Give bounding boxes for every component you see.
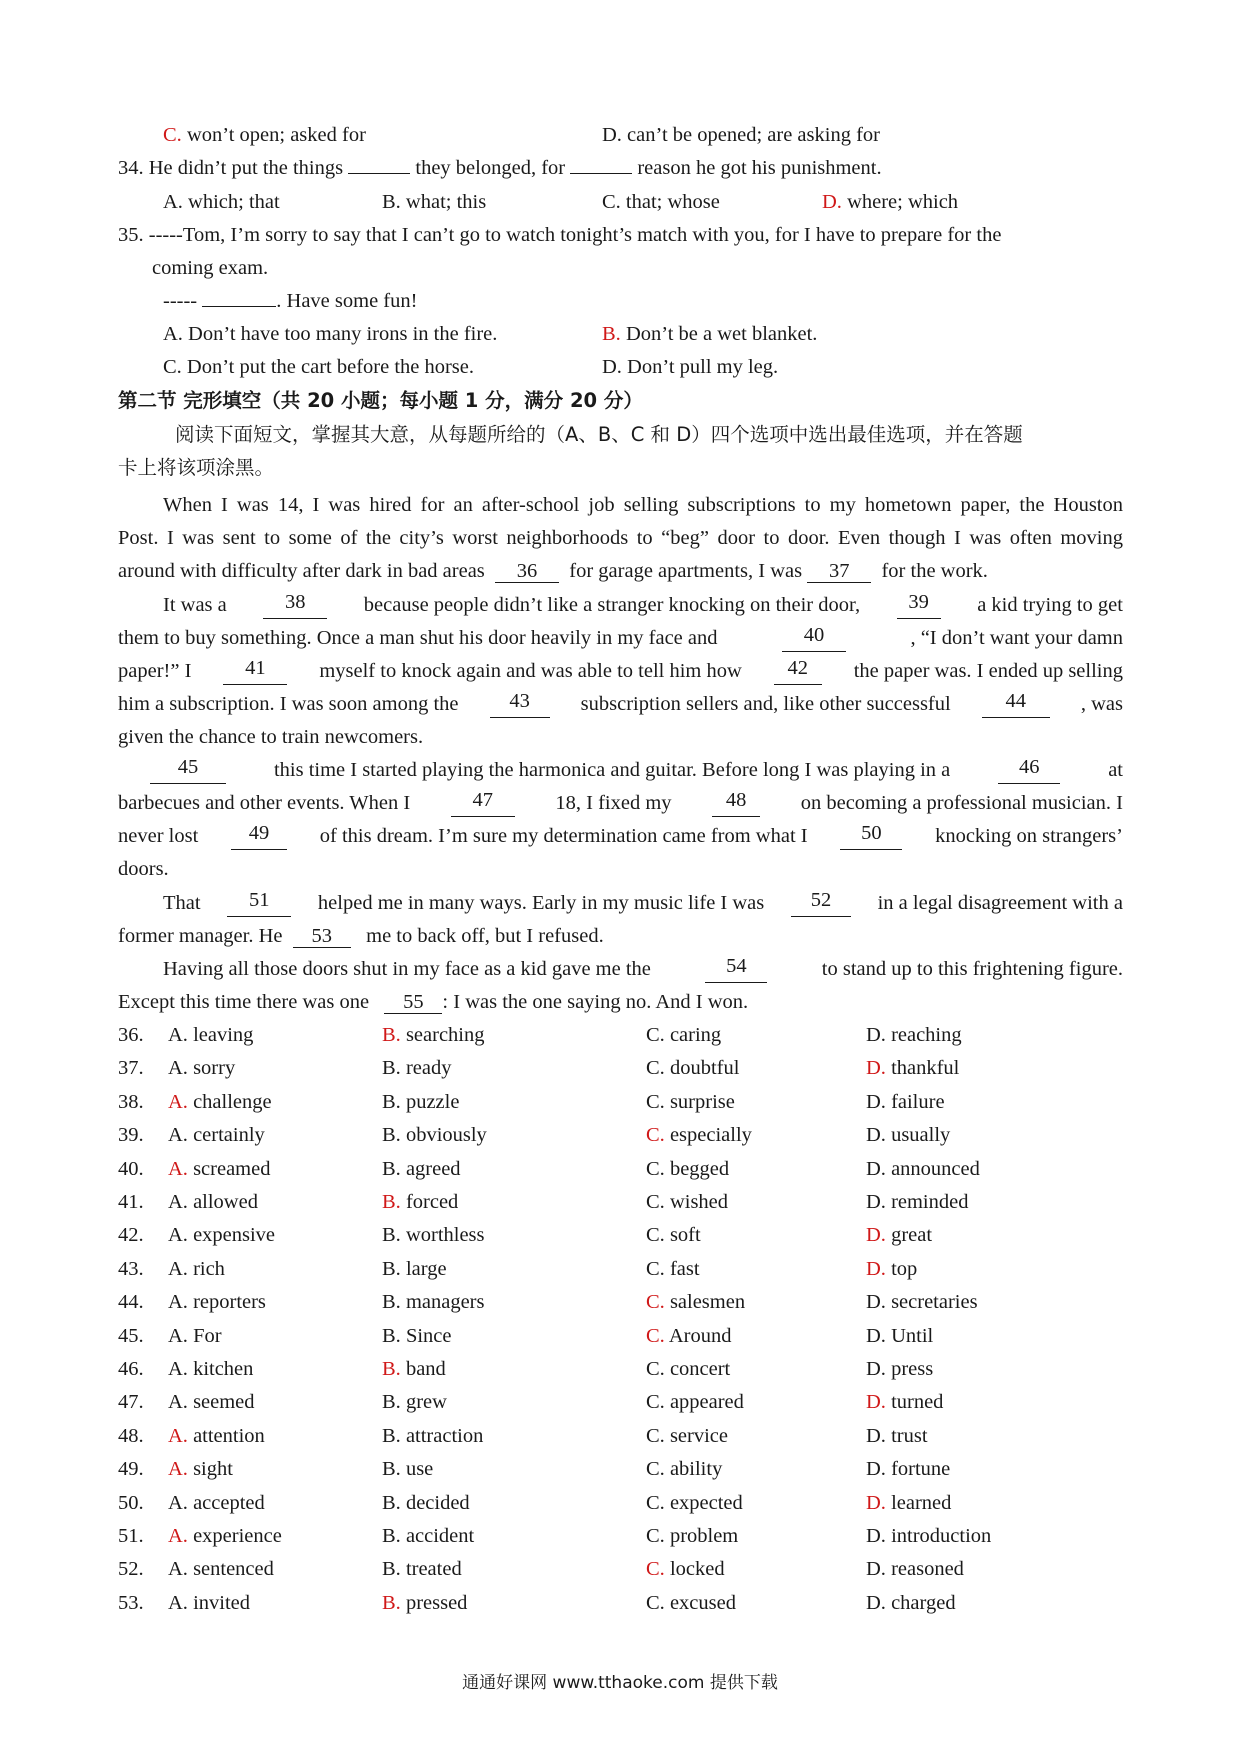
- blank-51: 51: [227, 889, 291, 917]
- option-text: agreed: [405, 1157, 461, 1180]
- option-d: [866, 1355, 933, 1383]
- option-c: [646, 1388, 744, 1416]
- option-letter: D.: [866, 1491, 886, 1514]
- option-b: [382, 1288, 484, 1316]
- q35-option-d: D. Don’t pull my leg.: [602, 356, 779, 378]
- option-d: [866, 1155, 980, 1183]
- option-letter: C.: [646, 1324, 665, 1347]
- option-text: salesmen: [669, 1291, 746, 1314]
- option-text: worthless: [405, 1224, 485, 1247]
- q35-stem-cont: coming exam.: [152, 257, 269, 279]
- option-text: usually: [891, 1124, 951, 1147]
- option-number: 41.: [118, 1191, 144, 1213]
- passage-line: never lost 49 of this dream. I’m sure my determination came from what I 50 knocking on strangers’: [118, 822, 1123, 850]
- option-letter: A.: [168, 1558, 188, 1581]
- section-heading: 第二节 完形填空（共 20 小题；每小题 1 分，满分 20 分）: [118, 389, 643, 412]
- option-text: reporters: [193, 1291, 266, 1314]
- option-letter: A.: [168, 1525, 188, 1547]
- option-letter: D.: [866, 1458, 886, 1481]
- option-text: doubtful: [669, 1057, 740, 1080]
- option-text: puzzle: [405, 1090, 460, 1113]
- blank: [570, 173, 632, 174]
- option-letter: A.: [168, 1591, 188, 1614]
- option-letter: D.: [866, 1391, 886, 1414]
- option-letter: C.: [646, 1257, 665, 1280]
- option-text: managers: [405, 1291, 485, 1314]
- option-letter: A.: [168, 1224, 188, 1247]
- option-b: [382, 1422, 483, 1450]
- option-text: excused: [669, 1591, 736, 1614]
- q35-option-b: B. Don’t be a wet blanket.: [602, 323, 818, 345]
- option-a: [168, 1121, 265, 1149]
- option-text: secretaries: [891, 1291, 978, 1314]
- option-b: [382, 1255, 447, 1283]
- option-d: [866, 1422, 928, 1450]
- option-number: 53.: [118, 1591, 144, 1614]
- option-text: Around: [668, 1324, 732, 1347]
- option-a: [168, 1555, 274, 1583]
- option-text: pressed: [405, 1591, 468, 1614]
- option-letter: A.: [168, 1024, 188, 1046]
- option-number: 43.: [118, 1257, 144, 1280]
- answer-letter: B.: [602, 323, 621, 345]
- option-text: concert: [669, 1358, 731, 1380]
- option-d: [866, 1255, 917, 1283]
- option-letter: B.: [382, 1458, 401, 1481]
- option-a: [168, 1221, 275, 1249]
- option-d: [866, 1589, 956, 1617]
- option-a: [168, 1522, 282, 1550]
- q35-option-c: C. Don’t put the cart before the horse.: [163, 356, 475, 378]
- q34-option-d: D. where; which: [822, 191, 959, 213]
- option-letter: A.: [168, 1191, 188, 1213]
- passage-line: Having all those doors shut in my face as a kid gave me the 54 to stand up to this frightening figure.: [163, 955, 1123, 983]
- blank-47: 47: [451, 789, 515, 817]
- blank-39: 39: [897, 591, 941, 619]
- option-c: [646, 1221, 701, 1249]
- option-number: 45.: [118, 1324, 144, 1347]
- option-text: soft: [669, 1224, 701, 1247]
- option-a: [168, 1355, 253, 1383]
- option-letter: C.: [646, 1491, 665, 1514]
- option-text: fortune: [891, 1458, 951, 1481]
- option-text: large: [405, 1257, 447, 1280]
- q34-option-b: B. what; this: [382, 191, 487, 213]
- option-text: decided: [405, 1491, 470, 1514]
- option-text: use: [405, 1458, 434, 1481]
- option-text: learned: [891, 1491, 952, 1514]
- option-number: 47.: [118, 1391, 144, 1414]
- blank-44: 44: [982, 690, 1050, 718]
- option-text: trust: [891, 1424, 928, 1447]
- option-letter: D.: [866, 1324, 886, 1347]
- option-number: 46.: [118, 1358, 144, 1380]
- option-number: 40.: [118, 1157, 144, 1180]
- passage-line: him a subscription. I was soon among the 43 subscription sellers and, like other successful 44 , was: [118, 690, 1123, 718]
- blank-55: 55: [384, 991, 442, 1014]
- option-b: [382, 1121, 487, 1149]
- option-letter: A.: [168, 1057, 188, 1080]
- q33-option-c: C. won’t open; asked for: [163, 124, 366, 146]
- option-b: [382, 1388, 447, 1416]
- option-text: challenge: [193, 1090, 272, 1113]
- option-letter: B.: [382, 1157, 401, 1180]
- option-text: service: [669, 1424, 728, 1447]
- option-text: invited: [193, 1591, 250, 1614]
- option-number: 51.: [118, 1525, 144, 1547]
- option-c: [646, 1522, 738, 1550]
- option-d: [866, 1021, 962, 1049]
- q34-option-a: A. which; that: [163, 191, 280, 213]
- option-text: certainly: [193, 1124, 265, 1147]
- option-b: [382, 1322, 451, 1350]
- option-c: [646, 1422, 728, 1450]
- option-text: surprise: [669, 1090, 735, 1113]
- option-a: [168, 1589, 250, 1617]
- option-letter: C.: [646, 1057, 665, 1080]
- option-number: 37.: [118, 1057, 144, 1080]
- option-text: leaving: [193, 1024, 254, 1046]
- blank-40: 40: [782, 624, 846, 652]
- option-d: [866, 1522, 991, 1550]
- option-c: [646, 1188, 728, 1216]
- section-instructions: 阅读下面短文，掌握其大意，从每题所给的（A、B、C 和 D）四个选项中选出最佳选项，并在答题: [175, 423, 1023, 446]
- option-a: [168, 1422, 265, 1450]
- blank-38: 38: [263, 591, 327, 619]
- option-b: [382, 1088, 459, 1116]
- option-letter: A.: [168, 1324, 188, 1347]
- option-a: [168, 1054, 235, 1082]
- option-letter: A.: [168, 1124, 188, 1147]
- option-text: obviously: [405, 1124, 487, 1147]
- option-c: [646, 1322, 731, 1350]
- option-letter: A.: [168, 1090, 188, 1113]
- section-instructions-cont: 卡上将该项涂黑。: [118, 456, 275, 479]
- option-text: failure: [891, 1090, 945, 1113]
- passage-line: them to buy something. Once a man shut his door heavily in my face and 40 , “I don’t want your damn: [118, 624, 1123, 652]
- option-letter: B.: [382, 1291, 401, 1314]
- answer-letter: C.: [163, 124, 182, 146]
- blank-53: 53: [293, 925, 351, 948]
- option-c: [646, 1489, 743, 1517]
- q35-stem: 35. -----Tom, I’m sorry to say that I can’t go to watch tonight’s match with you, for I have to prepare for the: [118, 224, 1002, 246]
- option-text: reminded: [891, 1191, 969, 1213]
- option-letter: C.: [646, 1424, 665, 1447]
- option-letter: B.: [382, 1090, 401, 1113]
- option-b: [382, 1522, 474, 1550]
- option-text: turned: [891, 1391, 944, 1414]
- option-c: [646, 1355, 730, 1383]
- passage-line: 45 this time I started playing the harmonica and guitar. Before long I was playing in a 46 at: [150, 756, 1123, 784]
- option-text: attraction: [405, 1424, 484, 1447]
- option-a: [168, 1388, 255, 1416]
- option-text: grew: [405, 1391, 447, 1414]
- q34-option-c: C. that; whose: [602, 191, 720, 213]
- q33-option-d: D. can’t be opened; are asking for: [602, 124, 880, 146]
- option-text: ability: [669, 1458, 723, 1481]
- option-text: treated: [405, 1558, 462, 1581]
- option-letter: A.: [168, 1424, 188, 1447]
- option-number: 38.: [118, 1090, 144, 1113]
- option-text: sentenced: [193, 1558, 274, 1581]
- option-text: Until: [891, 1324, 934, 1347]
- option-letter: C.: [646, 1458, 665, 1481]
- option-letter: A.: [168, 1391, 188, 1414]
- blank-54: 54: [705, 955, 767, 983]
- option-c: [646, 1255, 700, 1283]
- option-number: 44.: [118, 1291, 144, 1314]
- option-letter: A.: [168, 1157, 188, 1180]
- blank: [202, 306, 276, 307]
- option-letter: C.: [646, 1090, 665, 1113]
- option-letter: B.: [382, 1424, 401, 1447]
- option-c: [646, 1455, 722, 1483]
- blank-42: 42: [774, 657, 822, 685]
- option-d: [866, 1555, 964, 1583]
- option-d: [866, 1388, 943, 1416]
- option-b: [382, 1355, 446, 1383]
- option-letter: D.: [866, 1525, 886, 1547]
- option-text: charged: [891, 1591, 956, 1614]
- option-text: For: [193, 1324, 222, 1347]
- passage-line: Except this time there was one 55 : I was the one saying no. And I won.: [118, 991, 749, 1013]
- option-text: band: [405, 1358, 446, 1380]
- option-text: press: [891, 1358, 934, 1380]
- option-text: reaching: [891, 1024, 962, 1046]
- blank-43: 43: [490, 690, 550, 718]
- option-text: accepted: [193, 1491, 265, 1514]
- passage-line: When I was 14, I was hired for an after-school job selling subscriptions to my hometown paper, the Houston: [163, 494, 1123, 516]
- option-letter: A.: [168, 1257, 188, 1280]
- option-number: 48.: [118, 1424, 144, 1447]
- blank: [348, 173, 410, 174]
- option-letter: C.: [646, 1224, 665, 1247]
- option-letter: C.: [646, 1124, 665, 1147]
- option-text: experience: [193, 1525, 282, 1547]
- option-b: [382, 1221, 485, 1249]
- option-letter: D.: [866, 1057, 886, 1080]
- blank-36: 36: [495, 560, 559, 583]
- blank-46: 46: [998, 756, 1060, 784]
- option-letter: A.: [168, 1291, 188, 1314]
- option-letter: B.: [382, 1024, 401, 1046]
- option-text: top: [891, 1257, 918, 1280]
- option-d: [866, 1322, 933, 1350]
- option-letter: C.: [646, 1525, 665, 1547]
- blank-49: 49: [231, 822, 287, 850]
- option-b: [382, 1489, 470, 1517]
- option-a: [168, 1021, 253, 1049]
- option-text: wished: [669, 1191, 729, 1213]
- option-letter: B.: [382, 1057, 401, 1080]
- option-d: [866, 1489, 951, 1517]
- option-letter: B.: [382, 1591, 401, 1614]
- passage-line: That 51 helped me in many ways. Early in my music life I was 52 in a legal disagreement with a: [163, 889, 1123, 917]
- option-text: allowed: [193, 1191, 258, 1213]
- option-d: [866, 1288, 978, 1316]
- option-text: great: [891, 1224, 933, 1247]
- option-c: [646, 1121, 752, 1149]
- option-text: Since: [405, 1324, 452, 1347]
- option-b: [382, 1555, 462, 1583]
- answer-letter: D.: [822, 191, 842, 213]
- option-text: problem: [669, 1525, 739, 1547]
- option-number: 36.: [118, 1024, 144, 1046]
- option-d: [866, 1121, 950, 1149]
- option-letter: A.: [168, 1358, 188, 1380]
- option-number: 50.: [118, 1491, 144, 1514]
- q35-reply: ----- . Have some fun!: [163, 290, 418, 312]
- option-letter: D.: [866, 1291, 886, 1314]
- option-letter: D.: [866, 1157, 886, 1180]
- blank-50: 50: [840, 822, 902, 850]
- option-b: [382, 1155, 461, 1183]
- option-letter: C.: [646, 1558, 665, 1581]
- option-letter: C.: [646, 1024, 665, 1046]
- option-d: [866, 1455, 950, 1483]
- option-text: kitchen: [193, 1358, 254, 1380]
- passage-line: It was a 38 because people didn’t like a stranger knocking on their door, 39 a kid trying to get: [163, 591, 1123, 619]
- passage-line: Post. I was sent to some of the city’s worst neighborhoods to “beg” door to door. Even though I was often moving: [118, 527, 1123, 549]
- option-text: especially: [669, 1124, 752, 1147]
- option-letter: C.: [646, 1358, 665, 1380]
- option-letter: A.: [168, 1491, 188, 1514]
- option-letter: D.: [866, 1558, 886, 1581]
- option-text: caring: [669, 1024, 722, 1046]
- option-text: searching: [405, 1024, 485, 1046]
- option-b: [382, 1021, 484, 1049]
- option-letter: A.: [168, 1458, 188, 1481]
- option-text: reasoned: [891, 1558, 964, 1581]
- option-a: [168, 1255, 225, 1283]
- option-text: sight: [193, 1458, 233, 1481]
- passage-line: doors.: [118, 858, 169, 880]
- blank-41: 41: [223, 657, 287, 685]
- passage-line: paper!” I 41 myself to knock again and was able to tell him how 42 the paper was. I ended up selling: [118, 657, 1123, 685]
- option-text: accident: [405, 1525, 475, 1547]
- option-text: announced: [891, 1157, 980, 1180]
- option-text: attention: [193, 1424, 265, 1447]
- option-letter: D.: [866, 1124, 886, 1147]
- option-d: [866, 1188, 968, 1216]
- option-b: [382, 1188, 458, 1216]
- option-text: appeared: [669, 1391, 744, 1414]
- option-text: screamed: [193, 1157, 271, 1180]
- option-text: thankful: [891, 1057, 960, 1080]
- option-letter: D.: [866, 1191, 886, 1213]
- option-a: [168, 1088, 272, 1116]
- option-text: forced: [405, 1191, 459, 1213]
- option-letter: B.: [382, 1324, 401, 1347]
- option-text: fast: [669, 1257, 700, 1280]
- option-letter: C.: [646, 1591, 665, 1614]
- option-text: introduction: [891, 1525, 992, 1547]
- option-number: 49.: [118, 1458, 144, 1481]
- option-d: [866, 1088, 945, 1116]
- option-letter: B.: [382, 1124, 401, 1147]
- option-text: locked: [669, 1558, 725, 1581]
- passage-line: around with difficulty after dark in bad areas 36 for garage apartments, I was 37 for the work.: [118, 560, 988, 582]
- option-letter: B.: [382, 1558, 401, 1581]
- option-letter: B.: [382, 1224, 401, 1247]
- option-d: [866, 1221, 932, 1249]
- option-letter: C.: [646, 1291, 665, 1314]
- option-letter: B.: [382, 1358, 401, 1380]
- option-c: [646, 1021, 721, 1049]
- option-letter: C.: [646, 1391, 665, 1414]
- option-letter: D.: [866, 1257, 886, 1280]
- option-letter: C.: [646, 1157, 665, 1180]
- option-letter: D.: [866, 1024, 886, 1046]
- option-letter: B.: [382, 1191, 401, 1213]
- option-text: expected: [669, 1491, 743, 1514]
- option-text: ready: [405, 1057, 452, 1080]
- option-number: 39.: [118, 1124, 144, 1147]
- passage-line: given the chance to train newcomers.: [118, 726, 424, 748]
- option-a: [168, 1155, 270, 1183]
- option-text: begged: [669, 1157, 730, 1180]
- q34-stem: 34. He didn’t put the things they belonged, for reason he got his punishment.: [118, 157, 882, 179]
- option-letter: B.: [382, 1491, 401, 1514]
- option-text: expensive: [193, 1224, 276, 1247]
- option-b: [382, 1589, 467, 1617]
- option-letter: D.: [866, 1224, 886, 1247]
- option-c: [646, 1054, 739, 1082]
- q35-option-a: A. Don’t have too many irons in the fire.: [163, 323, 498, 345]
- option-b: [382, 1054, 451, 1082]
- option-letter: B.: [382, 1391, 401, 1414]
- page-footer: 通通好课网 www.tthaoke.com 提供下载: [462, 1673, 778, 1693]
- blank-37: 37: [807, 560, 871, 583]
- option-letter: D.: [866, 1591, 886, 1614]
- option-d: [866, 1054, 959, 1082]
- option-b: [382, 1455, 433, 1483]
- option-letter: C.: [646, 1191, 665, 1213]
- option-a: [168, 1288, 266, 1316]
- option-c: [646, 1555, 725, 1583]
- option-number: 42.: [118, 1224, 144, 1247]
- option-text: rich: [193, 1257, 225, 1280]
- blank-48: 48: [712, 789, 760, 817]
- option-letter: D.: [866, 1424, 886, 1447]
- blank-45: 45: [150, 756, 226, 784]
- option-a: [168, 1188, 258, 1216]
- option-letter: D.: [866, 1090, 886, 1113]
- option-a: [168, 1455, 233, 1483]
- option-letter: B.: [382, 1525, 401, 1547]
- option-c: [646, 1155, 729, 1183]
- option-number: 52.: [118, 1558, 144, 1581]
- option-a: [168, 1489, 265, 1517]
- option-text: sorry: [193, 1057, 236, 1080]
- option-c: [646, 1288, 745, 1316]
- option-letter: D.: [866, 1358, 886, 1380]
- passage-line: barbecues and other events. When I 47 18, I fixed my 48 on becoming a professional musician. I: [118, 789, 1123, 817]
- passage-line: former manager. He 53 me to back off, but I refused.: [118, 925, 604, 947]
- option-c: [646, 1088, 735, 1116]
- option-a: [168, 1322, 222, 1350]
- blank-52: 52: [791, 889, 851, 917]
- option-letter: B.: [382, 1257, 401, 1280]
- option-c: [646, 1589, 736, 1617]
- option-text: seemed: [193, 1391, 255, 1414]
